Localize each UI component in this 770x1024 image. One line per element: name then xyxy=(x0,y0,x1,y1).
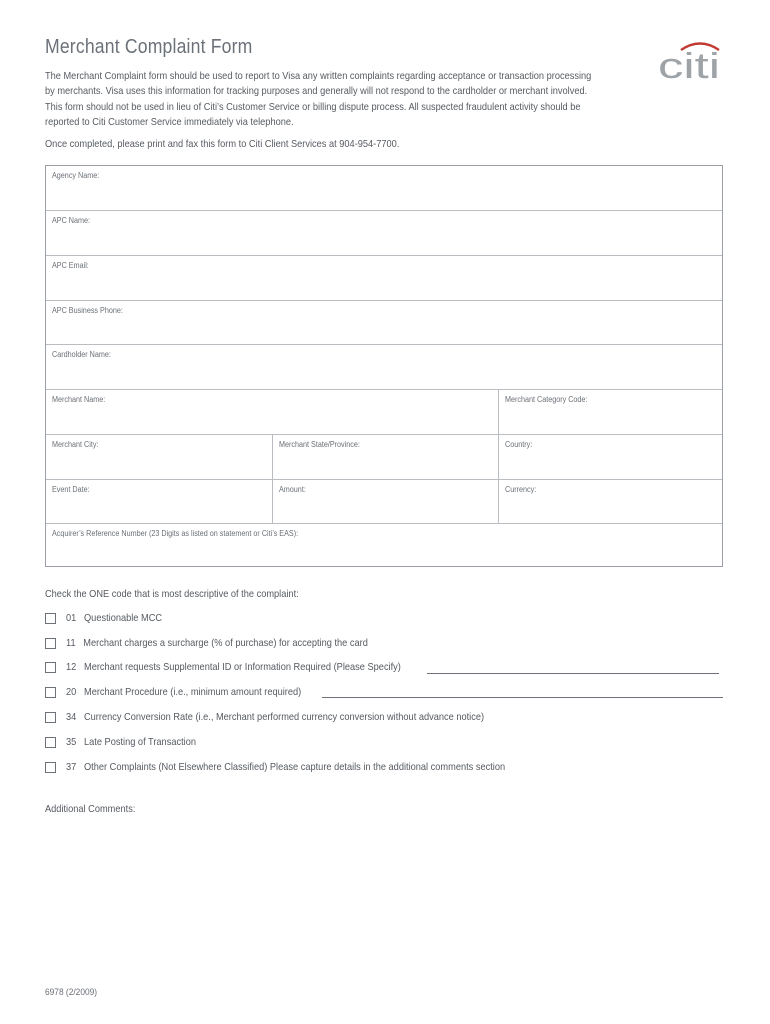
citi-logo-icon xyxy=(657,36,721,82)
complaint-code-heading: Check the ONE code that is most descriptive of the complaint: xyxy=(45,588,299,600)
cardholder-name-field[interactable] xyxy=(46,345,722,389)
field-label: Merchant Name: xyxy=(52,395,106,404)
currency-field[interactable] xyxy=(498,480,722,523)
apc-name-field[interactable] xyxy=(46,211,722,255)
procedure-line[interactable] xyxy=(322,697,723,698)
merchant-name-row xyxy=(46,390,722,435)
agency-name-row xyxy=(46,166,722,211)
field-label: Event Date: xyxy=(52,485,90,494)
form-title: Merchant Complaint Form xyxy=(45,36,253,58)
apc-phone-row xyxy=(46,301,722,345)
acquirer-reference-field[interactable] xyxy=(46,524,722,566)
amount-field[interactable] xyxy=(272,480,498,523)
field-label: Merchant State/Province: xyxy=(279,440,360,449)
intro-line: reported to Citi Customer Service immediately via telephone. xyxy=(45,116,294,129)
checkbox[interactable] xyxy=(45,687,56,698)
event-row xyxy=(46,480,722,524)
field-label: Acquirer’s Reference Number (23 Digits as listed on statement or Citi’s EAS): xyxy=(52,529,299,538)
merchant-name-field[interactable] xyxy=(46,390,498,434)
apc-name-row xyxy=(46,211,722,256)
intro-line: This form should not be used in lieu of Citi’s Customer Service or billing dispute process. All suspected fraudulent activity should be xyxy=(45,100,581,113)
checkbox[interactable] xyxy=(45,762,56,773)
merchant-state-field[interactable] xyxy=(272,435,498,479)
checkbox[interactable] xyxy=(45,712,56,723)
event-date-field[interactable] xyxy=(46,480,272,523)
acquirer-row xyxy=(46,524,722,566)
merchant-location-row xyxy=(46,435,722,480)
field-label: Agency Name: xyxy=(52,171,100,180)
option-label: 37 Other Complaints (Not Elsewhere Classified) Please capture details in the additional comments section xyxy=(66,761,506,773)
option-label: 34 Currency Conversion Rate (i.e., Merchant performed currency conversion without advance notice) xyxy=(66,711,485,723)
apc-email-field[interactable] xyxy=(46,256,722,300)
option-label: 01 Questionable MCC xyxy=(66,612,163,624)
checkbox[interactable] xyxy=(45,613,56,624)
checkbox[interactable] xyxy=(45,662,56,673)
field-label: APC Business Phone: xyxy=(52,306,123,315)
cardholder-row xyxy=(46,345,722,390)
option-label: 11 Merchant charges a surcharge (% of purchase) for accepting the card xyxy=(66,637,368,649)
intro-text xyxy=(45,69,636,131)
option-label: 20 Merchant Procedure (i.e., minimum amount required) xyxy=(66,686,302,698)
form-code: 6978 (2/2009) xyxy=(45,987,98,998)
option-label: 12 Merchant requests Supplemental ID or Information Required (Please Specify) xyxy=(66,661,401,673)
intro-line: The Merchant Complaint form should be used to report to Visa any written complaints regarding acceptance or transaction processing xyxy=(45,70,592,82)
field-label: Merchant Category Code: xyxy=(505,395,588,404)
svg-text:citi: citi xyxy=(658,45,720,82)
field-label: APC Name: xyxy=(52,216,91,225)
form-fields-table xyxy=(45,165,723,567)
apc-business-phone-field[interactable] xyxy=(46,301,722,344)
field-label: Currency: xyxy=(505,485,537,494)
specify-line[interactable] xyxy=(427,673,719,674)
field-label: Cardholder Name: xyxy=(52,350,111,359)
apc-email-row xyxy=(46,256,722,301)
intro-line: by merchants. Visa uses this information for tracking purposes and generally will not respond to the cardholder or merchant involved. xyxy=(45,85,588,98)
field-label: Merchant City: xyxy=(52,440,99,449)
fax-instruction: Once completed, please print and fax this form to Citi Client Services at 904-954-7700. xyxy=(45,138,400,150)
merchant-category-code-field[interactable] xyxy=(498,390,722,434)
field-label: Amount: xyxy=(279,485,306,494)
field-label: APC Email: xyxy=(52,261,89,270)
checkbox[interactable] xyxy=(45,638,56,649)
merchant-city-field[interactable] xyxy=(46,435,272,479)
field-label: Country: xyxy=(505,440,533,449)
option-label: 35 Late Posting of Transaction xyxy=(66,736,196,748)
country-field[interactable] xyxy=(498,435,722,479)
additional-comments-label: Additional Comments: xyxy=(45,803,136,815)
agency-name-field[interactable] xyxy=(46,166,722,210)
checkbox[interactable] xyxy=(45,737,56,748)
